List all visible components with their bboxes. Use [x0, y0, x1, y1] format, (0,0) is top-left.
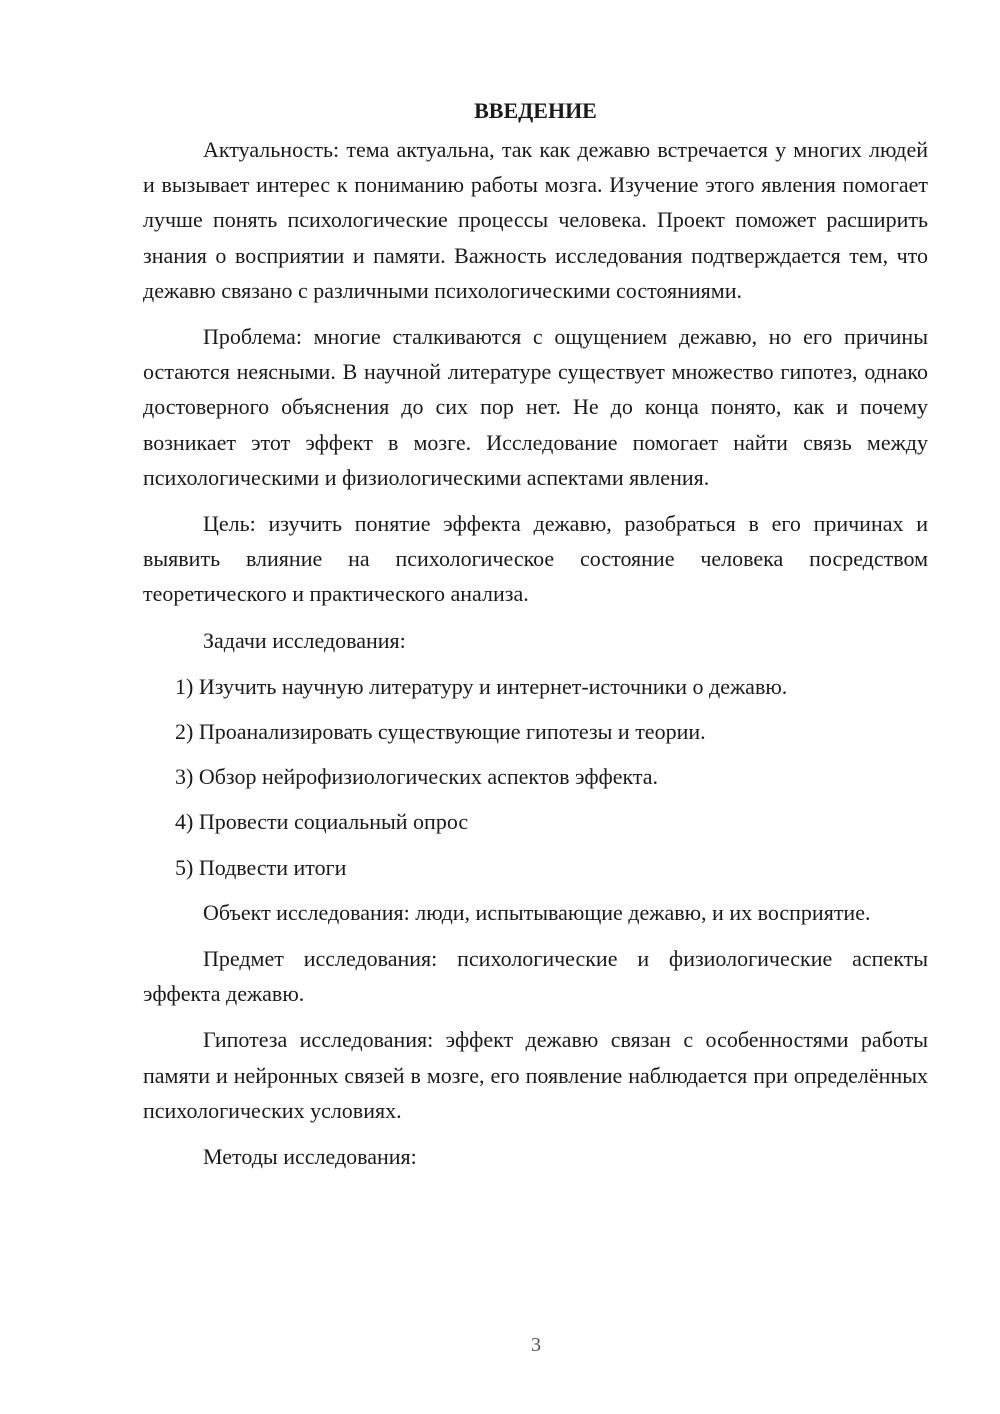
- list-item: 5) Подвести итоги: [175, 854, 347, 880]
- page-number: 3: [531, 1334, 541, 1356]
- paragraph-hypothesis: Гипотеза исследования: эффект дежавю связан с особенностями работы памяти и нейронных связей в мозге, его появление наблюдается при определённых психологических условиях.: [143, 1027, 928, 1123]
- list-item: 2) Проанализировать существующие гипотезы и теории.: [175, 719, 706, 745]
- paragraph-relevance: Актуальность: тема актуальна, так как дежавю встречается у многих людей и вызывает интерес к пониманию работы мозга. Изучение этого явления помогает лучше понять психологические процессы человека. Проект поможет расширить знания о восприятии и памяти. Важность исследования подтверждается тем, что дежавю связано с различными психологическими состояниями.: [143, 137, 928, 303]
- paragraph-object: Объект исследования: люди, испытывающие дежавю, и их восприятие.: [203, 899, 871, 925]
- list-item: 3) Обзор нейрофизиологических аспектов эффекта.: [175, 764, 659, 790]
- paragraph-problem: Проблема: многие сталкиваются с ощущением дежавю, но его причины остаются неясными. В научной литературе существует множество гипотез, однако достоверного объяснения до сих пор нет. Не до конца понято, как и почему возникает этот эффект в мозге. Исследование помогает найти связь между психологическими и физиологическими аспектами явления.: [143, 324, 928, 490]
- paragraph-goal: Цель: изучить понятие эффекта дежавю, разобраться в его причинах и выявить влияние на психологическое состояние человека посредством теоретического и практического анализа.: [143, 511, 928, 607]
- tasks-list: [143, 669, 928, 885]
- paragraph-subject: Предмет исследования: психологические и физиологические аспекты эффекта дежавю.: [143, 946, 928, 1007]
- list-item: 4) Провести социальный опрос: [175, 809, 469, 835]
- page-title: ВВЕДЕНИЕ: [474, 98, 597, 123]
- tasks-heading: Задачи исследования:: [203, 627, 406, 653]
- methods-heading: Методы исследования:: [203, 1144, 417, 1170]
- list-item: 1) Изучить научную литературу и интернет-источники о дежавю.: [175, 673, 788, 699]
